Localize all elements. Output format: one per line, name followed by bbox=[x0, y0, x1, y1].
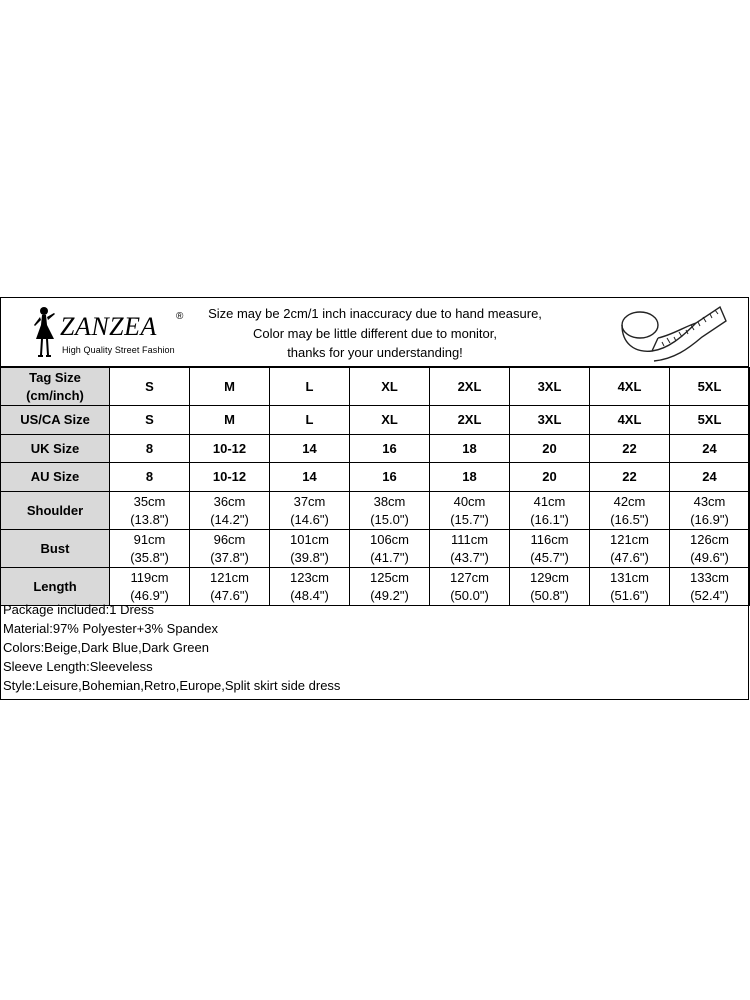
measurement-cm: 40cm bbox=[453, 493, 486, 509]
measurement-inch: (14.6") bbox=[290, 511, 329, 527]
measurement-inch: (41.7") bbox=[370, 549, 409, 565]
measurement-cell bbox=[510, 568, 590, 606]
measurement-cell bbox=[190, 530, 270, 568]
measurement-inch: (14.2") bbox=[210, 511, 249, 527]
row-header: US/CA Size bbox=[1, 406, 110, 435]
measurement-cm: 101cm bbox=[289, 531, 330, 547]
size-cell: 2XL bbox=[430, 368, 510, 406]
measurement-cm: 116cm bbox=[530, 531, 569, 547]
size-chart bbox=[0, 297, 750, 701]
measurement-cell bbox=[430, 568, 510, 606]
measurement-inch: (13.8") bbox=[130, 511, 169, 527]
details-sleeve-length: Sleeve Length:Sleeveless bbox=[3, 659, 153, 674]
size-cell: 22 bbox=[590, 463, 670, 492]
measurement-cm: 36cm bbox=[213, 493, 246, 509]
measurement-inch: (15.0") bbox=[370, 511, 409, 527]
size-cell: L bbox=[270, 406, 350, 435]
size-cell: XL bbox=[350, 406, 430, 435]
size-cell: M bbox=[190, 368, 270, 406]
measurement-cm: 126cm bbox=[689, 531, 730, 547]
measurement-inch: (37.8") bbox=[210, 549, 249, 565]
size-cell: 18 bbox=[430, 435, 510, 463]
measurement-cm: 129cm bbox=[529, 569, 570, 585]
size-cell: M bbox=[190, 406, 270, 435]
measurement-inch: (50.0") bbox=[450, 587, 489, 603]
measurement-inch: (16.1") bbox=[530, 511, 569, 527]
measurement-cm: 133cm bbox=[689, 569, 730, 585]
notice-line: Color may be little different due to monitor, bbox=[253, 325, 497, 341]
measurement-cell bbox=[350, 568, 430, 606]
measurement-cm: 119cm bbox=[130, 569, 169, 585]
measurement-row bbox=[1, 530, 750, 568]
product-details bbox=[3, 600, 340, 695]
measurement-notice bbox=[190, 304, 560, 363]
measurement-inch: (47.6") bbox=[210, 587, 249, 603]
size-cell: 10-12 bbox=[190, 463, 270, 492]
details-style: Style:Leisure,Bohemian,Retro,Europe,Split skirt side dress bbox=[3, 678, 341, 693]
measurement-cell bbox=[670, 530, 750, 568]
measurement-inch: (15.7") bbox=[450, 511, 489, 527]
row-header: UK Size bbox=[1, 435, 110, 463]
size-row bbox=[1, 406, 750, 435]
measurement-inch: (47.6") bbox=[610, 549, 649, 565]
size-cell: 20 bbox=[510, 463, 590, 492]
measurement-cm: 123cm bbox=[289, 569, 330, 585]
row-header: Shoulder bbox=[1, 492, 110, 530]
size-cell: 14 bbox=[270, 435, 350, 463]
size-cell: 24 bbox=[670, 435, 750, 463]
measurement-inch: (49.6") bbox=[690, 549, 729, 565]
size-cell: 20 bbox=[510, 435, 590, 463]
measurement-cm: 131cm bbox=[609, 569, 650, 585]
measurement-inch: (16.9") bbox=[690, 511, 729, 527]
size-row bbox=[1, 463, 750, 492]
size-cell: 4XL bbox=[590, 368, 670, 406]
measurement-cm: 43cm bbox=[693, 493, 726, 509]
measuring-tape-icon bbox=[612, 301, 730, 363]
measurement-cm: 111cm bbox=[450, 531, 489, 547]
brand-logo bbox=[30, 305, 190, 361]
size-cell: 5XL bbox=[670, 368, 750, 406]
size-cell: XL bbox=[350, 368, 430, 406]
measurement-inch: (35.8") bbox=[130, 549, 169, 565]
size-cell: 3XL bbox=[510, 406, 590, 435]
size-cell: L bbox=[270, 368, 350, 406]
measurement-cm: 127cm bbox=[449, 569, 490, 585]
measurement-cell bbox=[510, 530, 590, 568]
measurement-cm: 42cm bbox=[613, 493, 646, 509]
measurement-inch: (39.8") bbox=[290, 549, 329, 565]
details-material: Material:97% Polyester+3% Spandex bbox=[3, 621, 218, 636]
measurement-inch: (52.4") bbox=[690, 587, 729, 603]
size-cell: 14 bbox=[270, 463, 350, 492]
notice-line: Size may be 2cm/1 inch inaccuracy due to hand measure, bbox=[208, 306, 542, 321]
measurement-cm: 96cm bbox=[213, 531, 246, 547]
row-header: AU Size bbox=[1, 463, 110, 492]
measurement-inch: (50.8") bbox=[530, 587, 569, 603]
size-cell: 8 bbox=[110, 463, 190, 492]
measurement-cm: 106cm bbox=[369, 531, 410, 547]
size-cell: 2XL bbox=[430, 406, 510, 435]
size-cell: 16 bbox=[350, 463, 430, 492]
measurement-cm: 121cm bbox=[609, 531, 650, 547]
size-cell: 3XL bbox=[510, 368, 590, 406]
measurement-cell bbox=[510, 492, 590, 530]
row-header: Length bbox=[1, 568, 110, 606]
measurement-cell bbox=[190, 492, 270, 530]
measurement-cell bbox=[350, 530, 430, 568]
brand-name: ZANZEA bbox=[60, 312, 157, 341]
measurement-cm: 125cm bbox=[369, 569, 410, 585]
size-cell: S bbox=[110, 406, 190, 435]
measurement-cell bbox=[430, 530, 510, 568]
measurement-cell bbox=[670, 568, 750, 606]
size-row bbox=[1, 435, 750, 463]
size-cell: 24 bbox=[670, 463, 750, 492]
size-cell: 8 bbox=[110, 435, 190, 463]
size-cell: 22 bbox=[590, 435, 670, 463]
size-cell: 16 bbox=[350, 435, 430, 463]
measurement-cm: 38cm bbox=[373, 493, 406, 509]
measurement-cm: 37cm bbox=[293, 493, 326, 509]
measurement-cell bbox=[590, 530, 670, 568]
size-cell: 4XL bbox=[590, 406, 670, 435]
measurement-cm: 121cm bbox=[209, 569, 250, 585]
measurement-cm: 41cm bbox=[533, 493, 566, 509]
measurement-inch: (51.6") bbox=[610, 587, 649, 603]
brand-tagline: High Quality Street Fashion bbox=[62, 345, 175, 355]
measurement-cell bbox=[270, 492, 350, 530]
row-header: Tag Size (cm/inch) bbox=[1, 368, 110, 406]
measurement-inch: (45.7") bbox=[530, 549, 569, 565]
details-colors: Colors:Beige,Dark Blue,Dark Green bbox=[3, 640, 209, 655]
dress-figure-icon bbox=[30, 305, 60, 361]
measurement-cm: 35cm bbox=[133, 493, 166, 509]
measurement-cell bbox=[670, 492, 750, 530]
measurement-cell bbox=[590, 568, 670, 606]
details-package: Package included:1 Dress bbox=[3, 602, 155, 617]
size-cell: 18 bbox=[430, 463, 510, 492]
measurement-cell bbox=[110, 530, 190, 568]
row-header: Bust bbox=[1, 530, 110, 568]
measurement-cell bbox=[110, 492, 190, 530]
size-chart-header bbox=[0, 297, 749, 367]
measurement-cm: 91cm bbox=[133, 531, 166, 547]
size-cell: 5XL bbox=[670, 406, 750, 435]
measurement-cell bbox=[270, 530, 350, 568]
measurement-cell bbox=[590, 492, 670, 530]
size-cell: S bbox=[110, 368, 190, 406]
notice-line: thanks for your understanding! bbox=[287, 345, 463, 360]
measurement-inch: (43.7") bbox=[450, 549, 489, 565]
size-cell: 10-12 bbox=[190, 435, 270, 463]
measurement-inch: (48.4") bbox=[290, 587, 329, 603]
measurement-row bbox=[1, 492, 750, 530]
measurement-inch: (46.9") bbox=[130, 587, 169, 603]
measurement-cell bbox=[430, 492, 510, 530]
registered-mark: ® bbox=[176, 311, 184, 322]
measurement-cell bbox=[350, 492, 430, 530]
measurement-inch: (49.2") bbox=[370, 587, 409, 603]
measurement-inch: (16.5") bbox=[610, 511, 649, 527]
size-row bbox=[1, 368, 750, 406]
size-table bbox=[0, 367, 750, 606]
